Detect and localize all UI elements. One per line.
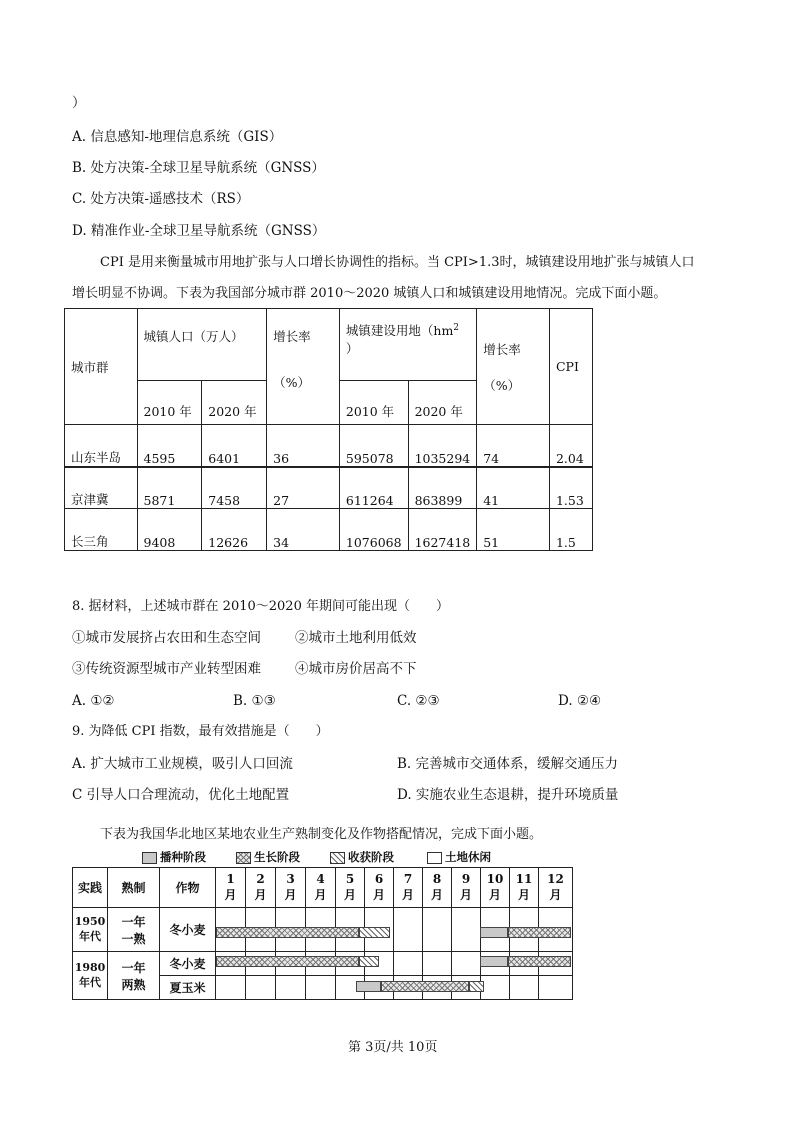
header-pop-rate-label: 增长率 (273, 329, 311, 344)
header-land-2020: 2020 年 (408, 381, 477, 425)
q8-statement-1: ①城市发展挤占农田和生态空间 (72, 630, 261, 646)
month-cell: 3 月 (276, 868, 306, 908)
bar-1980-corn-sow (356, 981, 381, 992)
bar-1950-wheat-sow (480, 927, 508, 938)
cell-land2020: 863899 (408, 467, 477, 509)
legend-fallow-label: 土地休闲 (445, 850, 491, 864)
header-land (339, 309, 476, 381)
bar-1980-wheat-harvest (359, 956, 379, 967)
bar-1980-wheat-grow (216, 956, 359, 967)
option-a: A. 信息感知-地理信息系统（GIS） (72, 129, 283, 145)
q9-option-d: D. 实施农业生态退耕，提升环境质量 (397, 787, 619, 803)
system-double: 一年 两熟 (108, 952, 160, 1000)
bar-1980-corn-grow (381, 981, 469, 992)
q8-option-b: B. ①③ (233, 693, 276, 709)
legend-harvest-label: 收获阶段 (348, 850, 394, 864)
cpi-intro-line2: 增长明显不协调。下表为我国部分城市群 2010～2020 城镇人口和城镇建设用地情况。完成下面小题。 (72, 286, 667, 301)
month-cell: 11 月 (510, 868, 539, 908)
cell-pop2020: 12626 (202, 509, 267, 551)
header-crop: 作物 (160, 868, 216, 908)
cell-land2020: 1627418 (408, 509, 477, 551)
q8-stem: 8. 据材料，上述城市群在 2010～2020 年期间可能出现（ ） (72, 599, 449, 614)
fallow-swatch-icon (427, 852, 442, 864)
header-land-2010: 2010 年 (339, 381, 408, 425)
legend-harvest (330, 849, 394, 865)
header-land-sup: 2 (453, 322, 460, 333)
table-row (65, 509, 593, 551)
header-land-rate (477, 309, 550, 425)
cell-pop-rate: 34 (267, 509, 340, 551)
header-pop-rate (267, 309, 340, 425)
header-city: 城市群 (65, 309, 138, 425)
header-cpi: CPI (549, 309, 592, 425)
table-row (65, 425, 593, 467)
legend-fallow (427, 849, 491, 865)
cell-cpi: 1.5 (549, 509, 592, 551)
q8-statement-3: ③传统资源型城市产业转型困难 (72, 661, 261, 677)
header-land-rate-unit: （%） (483, 377, 521, 393)
cell-cpi: 1.53 (549, 467, 592, 509)
q9-option-c: C 引导人口合理流动，优化土地配置 (72, 787, 290, 803)
cell-city: 山东半岛 (65, 425, 138, 467)
sow-swatch-icon (142, 852, 157, 864)
era-1980: 1980 年代 (73, 952, 108, 1000)
legend-grow (236, 849, 300, 865)
farm-intro: 下表为我国华北地区某地农业生产熟制变化及作物搭配情况，完成下面小题。 (100, 827, 543, 842)
q8-statement-4: ④城市房价居高不下 (295, 661, 417, 677)
era-1950: 1950 年代 (73, 908, 108, 952)
cell-pop2010: 4595 (137, 425, 202, 467)
header-land-rate-label: 增长率 (483, 341, 521, 357)
header-land-b: ） (345, 341, 359, 356)
grow-swatch-icon (236, 852, 251, 864)
cell-land-rate: 41 (477, 467, 550, 509)
bar-1980-wheat-sow (480, 956, 508, 967)
q8-option-a: A. ①② (72, 693, 115, 709)
crop-winter-wheat-1980: 冬小麦 (160, 952, 216, 976)
header-land-a: 城镇建设用地（hm (345, 323, 454, 338)
header-population: 城镇人口（万人） (137, 309, 267, 381)
option-d: D. 精准作业-全球卫星导航系统（GNSS） (72, 223, 326, 239)
bar-1980-corn-harvest (469, 981, 484, 992)
month-cell: 12 月 (539, 868, 573, 908)
cell-cpi: 2.04 (549, 425, 592, 467)
option-b: B. 处方决策-全球卫星导航系统（GNSS） (72, 160, 325, 176)
legend-sow-label: 播种阶段 (160, 850, 206, 864)
header-pop-2010: 2010 年 (137, 381, 202, 425)
month-cell: 2 月 (246, 868, 276, 908)
cell-land2010: 595078 (339, 425, 408, 467)
cell-pop-rate: 27 (267, 467, 340, 509)
cell-land-rate: 51 (477, 509, 550, 551)
q8-option-c: C. ②③ (397, 693, 440, 709)
cell-land2020: 1035294 (408, 425, 477, 467)
q8-statement-2: ②城市土地利用低效 (295, 630, 417, 646)
legend-sow (142, 849, 206, 865)
question-paren: ） (72, 95, 86, 111)
crop-winter-wheat-1950: 冬小麦 (160, 908, 216, 952)
city-cluster-table (64, 308, 593, 551)
page-footer: 第 3页/共 10页 (348, 1040, 438, 1055)
cell-pop2010: 5871 (137, 467, 202, 509)
month-cell: 9 月 (452, 868, 481, 908)
bar-1980-wheat-grow-late (508, 956, 571, 967)
header-system: 熟制 (108, 868, 160, 908)
month-cell: 7 月 (394, 868, 423, 908)
cell-city: 京津冀 (65, 467, 138, 509)
month-cell: 5 月 (336, 868, 365, 908)
table-row (65, 467, 593, 509)
q9-stem: 9. 为降低 CPI 指数，最有效措施是（ ） (72, 724, 329, 739)
header-pop-rate-unit: （%） (273, 375, 311, 390)
bar-1950-wheat-harvest (359, 927, 390, 938)
month-cell: 8 月 (423, 868, 452, 908)
q9-option-b: B. 完善城市交通体系，缓解交通压力 (397, 756, 619, 772)
cell-pop2020: 7458 (202, 467, 267, 509)
header-practice: 实践 (73, 868, 108, 908)
cell-city: 长三角 (65, 509, 138, 551)
system-single: 一年 一熟 (108, 908, 160, 952)
q8-option-d: D. ②④ (558, 693, 602, 709)
cpi-intro-line1: CPI 是用来衡量城市用地扩张与人口增长协调性的指标。当 CPI>1.3时，城镇建设用地扩张与城镇人口 (100, 255, 695, 270)
q9-option-a: A. 扩大城市工业规模，吸引人口回流 (72, 756, 293, 772)
crop-summer-corn-1980: 夏玉米 (160, 976, 216, 1000)
month-cell: 10 月 (481, 868, 510, 908)
month-cell: 6 月 (365, 868, 394, 908)
bar-1950-wheat-grow-late (508, 927, 571, 938)
cell-pop2010: 9408 (137, 509, 202, 551)
cell-land2010: 1076068 (339, 509, 408, 551)
month-cell: 4 月 (306, 868, 336, 908)
bar-1950-wheat-grow (216, 927, 359, 938)
cell-pop2020: 6401 (202, 425, 267, 467)
cell-pop-rate: 36 (267, 425, 340, 467)
harvest-swatch-icon (330, 852, 345, 864)
cell-land-rate: 74 (477, 425, 550, 467)
month-cell: 1 月 (216, 868, 246, 908)
cell-land2010: 611264 (339, 467, 408, 509)
option-c: C. 处方决策-遥感技术（RS） (72, 191, 250, 207)
legend-grow-label: 生长阶段 (254, 850, 300, 864)
header-pop-2020: 2020 年 (202, 381, 267, 425)
